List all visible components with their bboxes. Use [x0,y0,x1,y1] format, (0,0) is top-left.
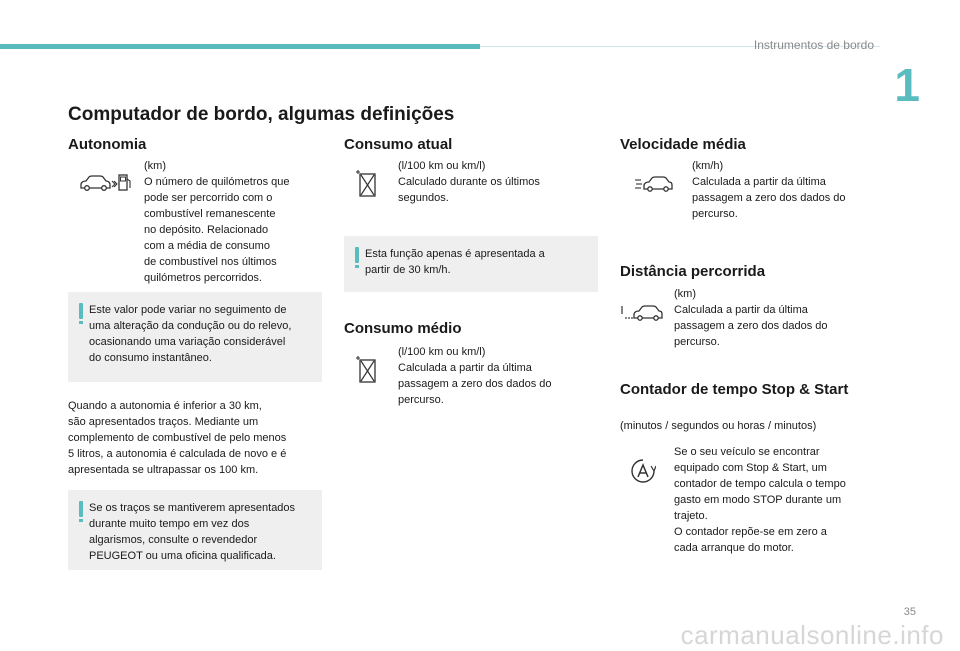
consumo-atual-heading: Consumo atual [344,136,453,153]
consumo-atual-note-text: Esta função apenas é apresentada a partir de 30 km/h. [365,248,545,276]
average-speed-icon [634,174,674,194]
stop-start-icon [630,458,656,484]
chapter-number: 1 [894,59,920,111]
distancia-description: (km) Calculada a partir da última passagem a zero dos dados do percurso. [674,288,828,348]
page-title: Computador de bordo, algumas definições [68,104,455,125]
car-range-fuel-icon [78,172,132,194]
autonomia-paragraph: Quando a autonomia é inferior a 30 km, são apresentados traços. Mediante um complemento de combustível de pelo menos 5 litros, a autonomia é calculada de novo e é apresentada se ultrapassar os 100 km. [68,400,287,476]
note-marker-dot [79,519,83,522]
consumo-medio-description: (l/100 km ou km/l) Calculada a partir da última passagem a zero dos dados do percurso. [398,346,552,406]
note-marker-dot [79,321,83,324]
average-fuel-consumption-icon [354,354,380,384]
section-header: Instrumentos de bordo [753,38,874,52]
autonomia-note2-text: Se os traços se mantiverem apresentados durante muito tempo em vez dos algarismos, consulte o revendedor PEUGEOT ou uma oficina qualificada. [89,502,296,562]
velocidade-media-description: (km/h) Calculada a partir da última passagem a zero dos dados do percurso. [692,160,846,220]
velocidade-media-heading: Velocidade média [620,136,746,153]
watermark: carmanualsonline.info [680,620,944,650]
stop-start-units: (minutos / segundos ou horas / minutos) [620,420,817,432]
consumo-atual-description: (l/100 km ou km/l) Calculado durante os últimos segundos. [398,160,540,204]
autonomia-note-text: Este valor pode variar no seguimento de uma alteração da condução ou do relevo, ocasionando uma variação considerável do consumo instantâneo. [89,304,292,364]
note-marker-dot [355,265,359,268]
note-marker [355,247,359,263]
top-accent-bar [0,44,480,49]
consumo-medio-heading: Consumo médio [344,320,462,337]
note-marker [79,501,83,517]
autonomia-note2-box [68,490,322,570]
distance-travelled-icon [620,304,664,322]
note-marker [79,303,83,319]
fuel-consumption-icon [354,168,380,198]
stop-start-heading: Contador de tempo Stop & Start [620,381,849,398]
autonomia-heading: Autonomia [68,136,147,153]
page-number: 35 [903,606,916,618]
stop-start-description: Se o seu veículo se encontrar equipado com Stop & Start, um contador de tempo calcula o tempo gasto em modo STOP durante um trajeto. O contador repõe-se em zero a cada arranque do motor. [674,446,846,554]
autonomia-description: (km) O número de quilómetros que pode ser percorrido com o combustível remanescente no depósito. Relacionado com a média de consumo de combustível nos últimos quilómetros percorridos. [144,160,290,284]
distancia-heading: Distância percorrida [620,263,766,280]
consumo-atual-note-box [344,236,598,292]
autonomia-note-box [68,292,322,382]
